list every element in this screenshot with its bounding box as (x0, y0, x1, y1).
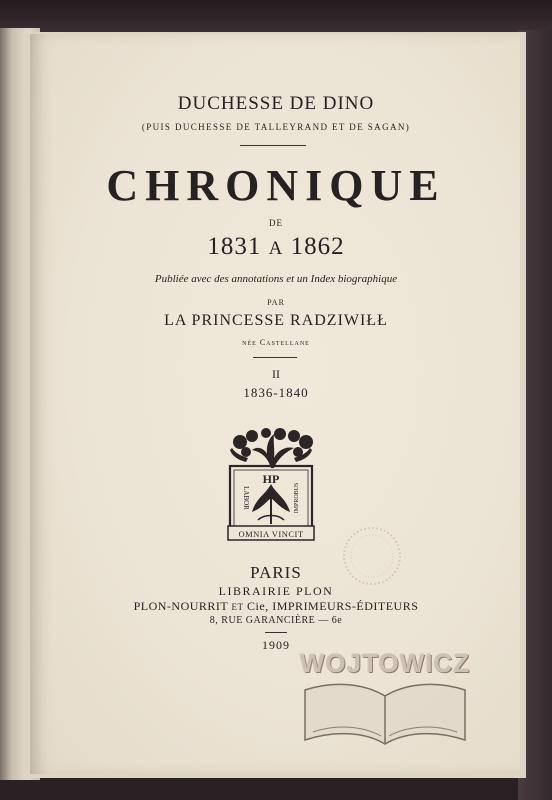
imprint-library: LIBRAIRIE PLON (218, 584, 334, 598)
watermark-text: WOJTOWICZ (299, 648, 471, 678)
volume-range: 1836-1840 (243, 385, 309, 400)
printer-cie: Cie (247, 599, 266, 613)
editor-birth-name: née Castellane (242, 338, 310, 347)
emblem-monogram: HP (262, 472, 280, 486)
author-name: DUCHESSE DE DINO (177, 93, 375, 114)
title-connector: DE (269, 218, 283, 228)
volume-number: II (272, 367, 280, 381)
emblem-motto-left: LABOR (242, 486, 250, 510)
emblem-motto-right: IMPROBUS (294, 482, 300, 514)
printer-role: , IMPRIMEURS-ÉDITEURS (265, 599, 419, 613)
publisher-emblem (222, 428, 320, 544)
publication-note: Publiée avec des annotations et un Index biographique (154, 273, 398, 285)
imprint-year: 1909 (262, 638, 290, 652)
book-title: CHRONIQUE (106, 161, 446, 210)
year-connector: A (268, 238, 284, 259)
start-year: 1831 (207, 233, 262, 260)
author-note: (PUIS DUCHESSE DE TALLEYRAND ET DE SAGAN) (141, 122, 411, 132)
imprint-address: 8, RUE GARANCIÈRE — 6e (209, 615, 343, 626)
editor-name: LA PRINCESSE RADZIWIŁŁ (164, 312, 388, 329)
year-span (0, 233, 552, 261)
printer-et: ET (231, 602, 244, 612)
by-label: PAR (267, 298, 285, 307)
divider-rule (253, 357, 297, 358)
open-book-icon (295, 640, 475, 750)
divider-rule (240, 145, 306, 146)
emblem-motto-bottom: OMNIA VINCIT (238, 529, 304, 539)
seller-watermark (295, 640, 475, 750)
imprint-printers (0, 599, 552, 614)
printer-name: PLON-NOURRIT (133, 599, 229, 613)
divider-rule (265, 632, 287, 633)
end-year: 1862 (290, 233, 345, 260)
imprint-city: PARIS (250, 563, 302, 582)
book-cover-top (0, 0, 552, 34)
